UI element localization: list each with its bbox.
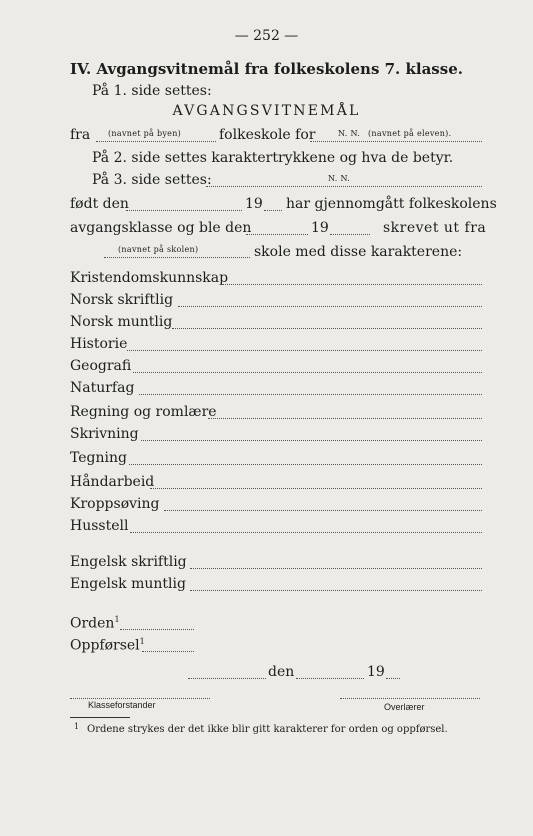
subject-label: Håndarbeid bbox=[70, 474, 155, 490]
subject-label: Naturfag bbox=[70, 380, 135, 396]
side3-nn: N. N. bbox=[328, 174, 351, 183]
har-gjennomgatt-text: har gjennomgått folkeskolens bbox=[286, 196, 497, 212]
avgangsklasse-text: avgangsklasse og ble den bbox=[70, 220, 252, 236]
side2-instruction: På 2. side settes karaktertrykkene og hva de betyr. bbox=[92, 150, 454, 166]
subject-label: Engelsk skriftlig bbox=[70, 554, 187, 570]
oppforsel-label bbox=[70, 637, 145, 654]
folkeskole-for-label: folkeskole for bbox=[219, 127, 316, 143]
fra-label: fra bbox=[70, 127, 91, 143]
fodt-den-label: født den bbox=[70, 196, 129, 212]
oppforsel-footnote-mark: 1 bbox=[139, 637, 145, 646]
subject-grade-blank bbox=[129, 464, 482, 465]
side1-instruction: På 1. side settes: bbox=[92, 83, 212, 99]
leave-year-prefix: 19 bbox=[311, 220, 329, 236]
subject-grade-blank bbox=[150, 488, 482, 489]
subject-grade-blank bbox=[130, 532, 482, 533]
class-teacher-label: Klasseforstander bbox=[88, 700, 156, 710]
place-blank bbox=[188, 678, 266, 679]
side3-instruction: På 3. side settes: bbox=[92, 172, 212, 188]
subject-grade-blank bbox=[164, 510, 482, 511]
birth-year-blank bbox=[264, 210, 282, 211]
subject-grade-blank bbox=[139, 394, 482, 395]
skole-karakterene-text: skole med disse karakterene: bbox=[254, 244, 463, 260]
pupil-nn: N. N. bbox=[338, 129, 361, 138]
subject-grade-blank bbox=[190, 568, 482, 569]
page-number: — 252 — bbox=[234, 28, 299, 44]
oppforsel-blank bbox=[142, 651, 194, 652]
pupil-blank bbox=[310, 141, 482, 142]
head-teacher-signature-line bbox=[340, 698, 480, 699]
subject-label: Historie bbox=[70, 336, 128, 352]
subject-label: Husstell bbox=[70, 518, 129, 534]
subject-grade-blank bbox=[133, 372, 482, 373]
subject-grade-blank bbox=[208, 418, 482, 419]
leave-date-blank bbox=[246, 234, 308, 235]
footnote-mark: 1 bbox=[74, 722, 80, 731]
date-blank bbox=[296, 678, 364, 679]
subject-label: Kroppsøving bbox=[70, 496, 160, 512]
city-hint: (navnet på byen) bbox=[108, 129, 182, 138]
subject-grade-blank bbox=[178, 306, 482, 307]
certificate-title: AVGANGSVITNEMÅL bbox=[172, 103, 361, 119]
subject-grade-blank bbox=[141, 440, 482, 441]
date-year-blank bbox=[386, 678, 400, 679]
oppforsel-text: Oppførsel bbox=[70, 637, 140, 654]
footnote-text: Ordene strykes der det ikke blir gitt karakterer for orden og oppførsel. bbox=[87, 724, 448, 735]
subject-label: Skrivning bbox=[70, 426, 139, 442]
leave-year-blank bbox=[330, 234, 370, 235]
school-hint: (navnet på skolen) bbox=[118, 245, 199, 254]
subject-label: Norsk muntlig bbox=[70, 314, 173, 330]
subject-label: Regning og romlære bbox=[70, 404, 217, 420]
head-teacher-label: Overlærer bbox=[384, 702, 425, 712]
side3-blank bbox=[206, 186, 482, 187]
subject-grade-blank bbox=[190, 590, 482, 591]
orden-footnote-mark: 1 bbox=[114, 615, 120, 624]
date-den-label: den bbox=[268, 664, 295, 680]
orden-text: Orden bbox=[70, 615, 115, 632]
skrevet-ut-fra-text: skrevet ut fra bbox=[383, 220, 487, 236]
footnote-rule bbox=[70, 717, 130, 718]
subject-label: Kristendomskunnskap bbox=[70, 270, 229, 286]
section-heading: IV. Avgangsvitnemål fra folkeskolens 7. klasse. bbox=[70, 60, 463, 78]
city-blank bbox=[96, 141, 216, 142]
subject-grade-blank bbox=[220, 284, 482, 285]
school-blank bbox=[104, 257, 250, 258]
date-year-prefix: 19 bbox=[367, 664, 385, 680]
subject-label: Engelsk muntlig bbox=[70, 576, 186, 592]
subject-grade-blank bbox=[172, 328, 482, 329]
subject-label: Tegning bbox=[70, 450, 127, 466]
subject-label: Norsk skriftlig bbox=[70, 292, 174, 308]
subject-grade-blank bbox=[127, 350, 482, 351]
orden-label bbox=[70, 615, 120, 632]
birth-date-blank bbox=[126, 210, 242, 211]
class-teacher-signature-line bbox=[70, 698, 210, 699]
subject-label: Geografi bbox=[70, 358, 132, 374]
birth-year-prefix: 19 bbox=[245, 196, 263, 212]
orden-blank bbox=[120, 629, 194, 630]
pupil-hint: (navnet på eleven). bbox=[368, 129, 452, 138]
